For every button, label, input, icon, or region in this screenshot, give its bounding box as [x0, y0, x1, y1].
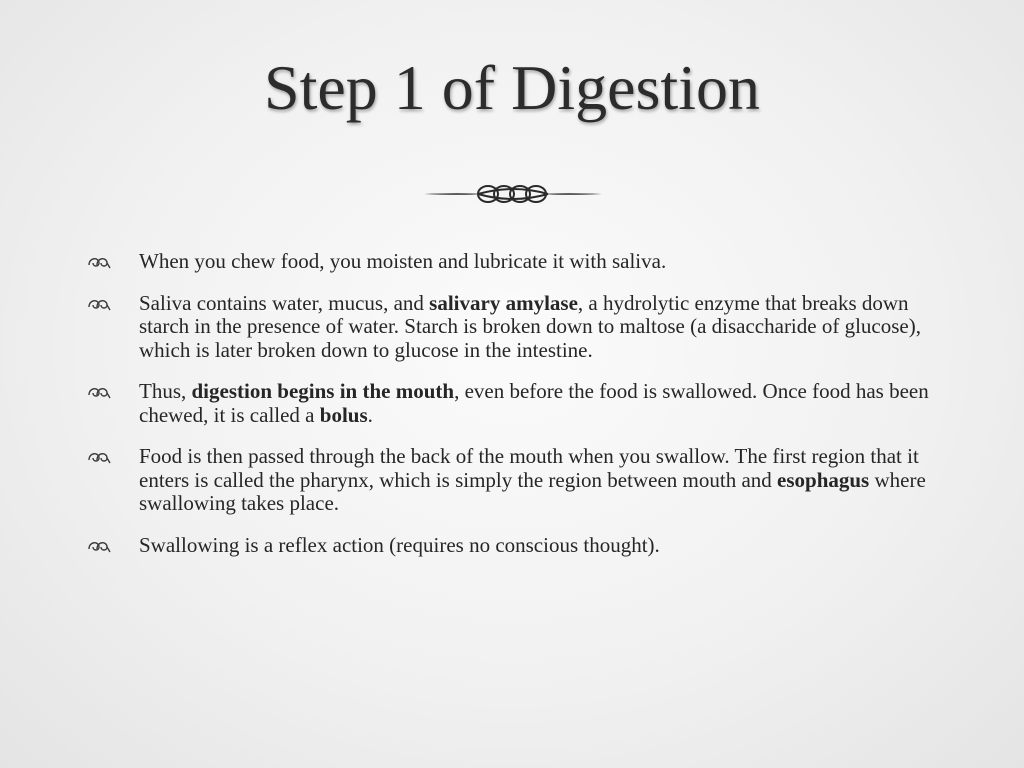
bold-term: bolus: [319, 402, 368, 427]
text-segment: , a hydrolytic enzyme that breaks down starch in the presence of water. Starch is broken down to maltose (a disaccharide of glucose), which is later broken down to glucose in the intestine.: [139, 290, 921, 362]
text-segment: .: [367, 402, 373, 427]
bullet-text: [139, 533, 660, 557]
bullet-text: [139, 291, 921, 362]
flourish-bullet-icon: [86, 383, 112, 401]
list-item: [86, 380, 946, 427]
flourish-bullet-icon: [86, 448, 112, 466]
text-segment: Food is then passed through the back of the mouth when you swallow. The first region that it enters is called the pharynx, which is simply the region between mouth and: [139, 444, 919, 492]
bullet-list: [86, 250, 946, 575]
flourish-bullet-icon: [86, 253, 112, 271]
bold-term: salivary amylase: [429, 290, 578, 315]
text-segment: , even before the food is swallowed. Once food has been chewed, it is called a: [139, 379, 929, 427]
text-segment: where swallowing takes place.: [139, 467, 926, 515]
bold-term: esophagus: [777, 467, 870, 492]
flourish-bullet-icon: [86, 295, 112, 313]
bullet-text: [139, 444, 926, 515]
flourish-divider-icon: [422, 180, 604, 208]
bullet-text: [139, 249, 666, 273]
list-item: [86, 292, 946, 363]
bold-term: digestion begins in the mouth: [191, 379, 455, 403]
list-item: [86, 445, 946, 516]
text-segment: Swallowing is a reflex action (requires no conscious thought).: [139, 532, 660, 557]
list-item: [86, 250, 946, 274]
flourish-bullet-icon: [86, 537, 112, 555]
text-segment: Thus,: [139, 379, 192, 403]
text-segment: Saliva contains water, mucus, and: [139, 290, 430, 315]
bullet-text: [139, 379, 929, 427]
list-item: [86, 534, 946, 558]
slide-title: Step 1 of Digestion: [264, 52, 760, 123]
text-segment: When you chew food, you moisten and lubricate it with saliva.: [139, 249, 667, 273]
